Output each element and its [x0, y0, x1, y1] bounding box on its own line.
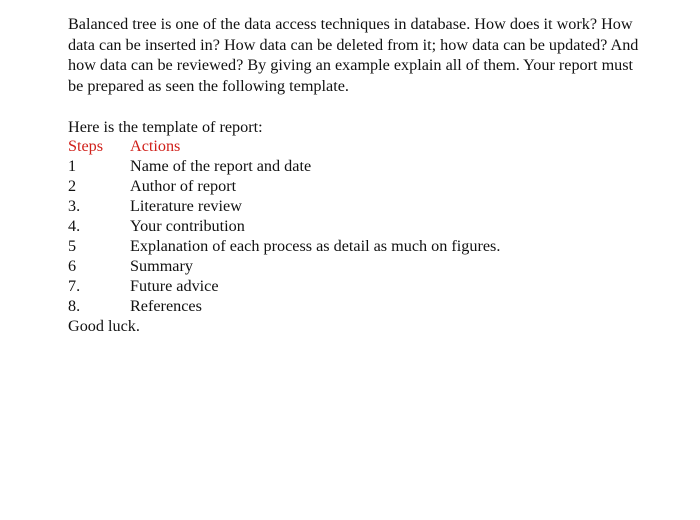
table-row: [68, 236, 500, 256]
report-template-table: [68, 136, 500, 316]
template-heading: Here is the template of report:: [68, 118, 263, 136]
table-row: [68, 156, 500, 176]
intro-line: be prepared as seen the following template.: [68, 76, 349, 95]
intro-line: Balanced tree is one of the data access techniques in database. How does it work? How: [68, 15, 633, 33]
step-action: Explanation of each process as detail as much on figures.: [130, 237, 501, 255]
table-row: [68, 176, 500, 196]
closing-remark: Good luck.: [68, 317, 140, 335]
step-number: 4.: [68, 217, 81, 235]
table-row: [68, 256, 500, 276]
table-row: [68, 296, 500, 316]
step-action: References: [130, 297, 202, 315]
step-number: 7.: [68, 277, 81, 295]
step-action: Your contribution: [130, 217, 245, 235]
intro-line: how data can be reviewed? By giving an example explain all of them. Your report must: [68, 56, 634, 74]
actions-header: Actions: [130, 137, 181, 155]
table-row: [68, 276, 500, 296]
table-row: [68, 216, 500, 236]
step-action: Literature review: [130, 197, 242, 215]
step-number: 3.: [68, 197, 81, 215]
table-header-row: [68, 136, 500, 156]
intro-line: data can be inserted in? How data can be deleted from it; how data can be updated? And: [68, 35, 639, 54]
step-number: 6: [68, 257, 77, 275]
step-action: Summary: [130, 257, 193, 275]
table-row: [68, 196, 500, 216]
step-action: Author of report: [130, 177, 237, 195]
assignment-description: [68, 14, 688, 96]
step-number: 1: [68, 157, 77, 175]
step-number: 5: [68, 237, 77, 255]
step-action: Future advice: [130, 277, 219, 295]
step-number: 2: [68, 177, 77, 195]
step-action: Name of the report and date: [130, 157, 312, 175]
steps-header: Steps: [68, 137, 104, 155]
step-number: 8.: [68, 297, 81, 315]
